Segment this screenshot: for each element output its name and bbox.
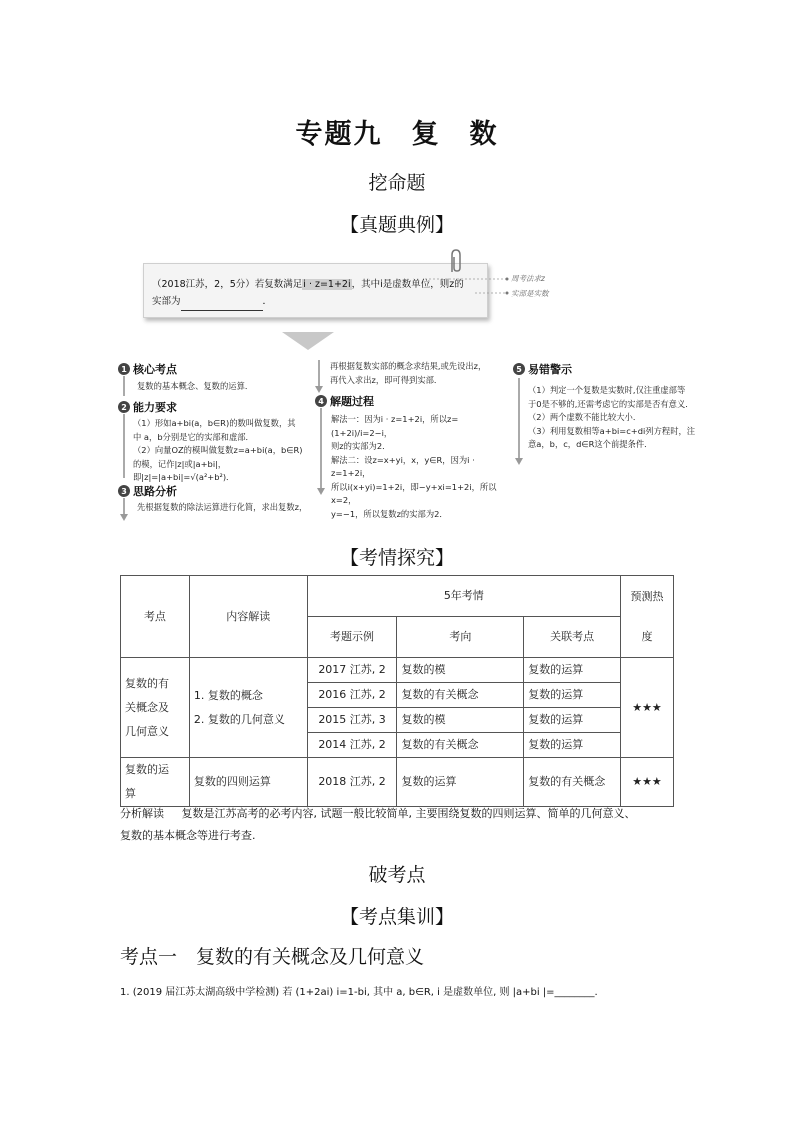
example-highlight: i · z=1+2i bbox=[303, 279, 351, 290]
arrow-down-icon bbox=[315, 386, 323, 393]
section-heading-po: 破考点 bbox=[368, 864, 426, 886]
solution-text: 解法一：因为i · z=1+2i，所以z=(1+2i)/i=2−i， 则z的实部为2． 解法二：设z=x+yi，x，y∈R，因为i · z=1+2i， 所以i(x+yi)=1+2i，即−y+xi=1+2i，所以x=2， y=−1，所以复数z的实部为2． bbox=[331, 414, 497, 519]
section-solution: 4 解题过程 bbox=[315, 393, 374, 409]
cell-xiang: 复数的有关概念 bbox=[397, 733, 524, 758]
annotation-note-2: 实部是实数 bbox=[511, 289, 549, 298]
analysis-paragraph: 分析解读 复数是江苏高考的必考内容, 试题一般比较简单, 主要围绕复数的四则运算、简单的几何意义、 复数的基本概念等进行考查. bbox=[120, 807, 636, 842]
cell-xiang: 复数的模 bbox=[397, 658, 524, 683]
thinking-text-cont: 再根据复数实部的概念求结果,或先设出z， 再代入求出z，即可得到实部． bbox=[330, 361, 487, 385]
header-kaodian: 考点 bbox=[121, 576, 190, 658]
arrow-down-icon bbox=[120, 514, 128, 521]
cell-kaodian-2: 复数的运 算 bbox=[121, 758, 190, 807]
cell-guanlian: 复数的运算 bbox=[524, 733, 621, 758]
cell-example: 2015 江苏, 3 bbox=[307, 708, 397, 733]
number-2-icon: 2 bbox=[118, 401, 130, 413]
core-text: 复数的基本概念、复数的运算． bbox=[137, 381, 254, 391]
exam-table bbox=[120, 575, 674, 807]
warning-text: （1）判定一个复数是实数时,仅注重虚部等 于0是不够的,还需考虑它的实部是否有意义． （2）两个虚数不能比较大小． （3）利用复数相等a+bi=c+di列方程时，注 意a，b，c，d∈R这个前提条件． bbox=[528, 385, 696, 449]
section-heading-wa: 挖命题 bbox=[368, 172, 426, 194]
cell-kaodian-1: 复数的有 关概念及 几何意义 bbox=[121, 658, 190, 758]
number-3-icon: 3 bbox=[118, 485, 130, 497]
header-yuce: 预测热 度 bbox=[621, 576, 674, 658]
ability-text: （1）形如a+bi(a，b∈R)的数叫做复数，其 中 a，b分别是它的实部和虚部． （2）向量OZ的模叫做复数z=a+bi(a，b∈R) 的模，记作|z|或|a+bi|，即|z|=|a+bi|=√(a²+b²)． bbox=[133, 418, 303, 482]
header-guanlian: 关联考点 bbox=[524, 617, 621, 658]
cell-example: 2017 江苏, 2 bbox=[307, 658, 397, 683]
table-row bbox=[121, 758, 674, 807]
annotation-lines bbox=[425, 276, 510, 300]
arrow-down-icon bbox=[515, 458, 523, 465]
header-xiang: 考向 bbox=[397, 617, 524, 658]
subsection-heading-training: 【考点集训】 bbox=[339, 906, 454, 928]
cell-xiang: 复数的模 bbox=[397, 708, 524, 733]
flow-line bbox=[320, 408, 322, 488]
cell-neirong-1: 1. 复数的概念 2. 复数的几何意义 bbox=[189, 658, 307, 758]
cell-neirong-2: 复数的四则运算 bbox=[189, 758, 307, 807]
header-5year: 5年考情 bbox=[307, 576, 620, 617]
section-ability: 2 能力要求 bbox=[118, 399, 177, 415]
number-1-icon: 1 bbox=[118, 363, 130, 375]
cell-stars-2: ★★★ bbox=[621, 758, 674, 807]
header-example: 考题示例 bbox=[307, 617, 397, 658]
header-neirong: 内容解读 bbox=[189, 576, 307, 658]
subsection-heading-exam: 【考情探究】 bbox=[339, 547, 454, 569]
cell-example: 2016 江苏, 2 bbox=[307, 683, 397, 708]
table-row bbox=[121, 658, 674, 683]
flow-line bbox=[123, 498, 125, 514]
thinking-text: 先根据复数的除法运算进行化简，求出复数z， bbox=[137, 502, 308, 512]
answer-blank bbox=[181, 293, 263, 311]
down-triangle-icon bbox=[282, 332, 334, 350]
analysis-label: 分析解读 bbox=[120, 807, 164, 820]
example-source: （2018江苏，2，5分） bbox=[152, 279, 255, 290]
cell-xiang: 复数的有关概念 bbox=[397, 683, 524, 708]
flow-line bbox=[518, 378, 520, 458]
section-core: 1 核心考点 bbox=[118, 361, 177, 377]
flow-line bbox=[123, 414, 125, 478]
page-title: 专题九 复 数 bbox=[295, 119, 499, 150]
number-4-icon: 4 bbox=[315, 395, 327, 407]
section-thinking: 3 思路分析 bbox=[118, 483, 177, 499]
cell-example: 2014 江苏, 2 bbox=[307, 733, 397, 758]
subsection-heading-example: 【真题典例】 bbox=[339, 214, 454, 236]
cell-guanlian: 复数的运算 bbox=[524, 708, 621, 733]
question-1: 1. (2019 届江苏太湖高级中学检测) 若 (1+2ai) i=1-bi, 其中 a, b∈R, i 是虚数单位, 则 |a+bi |=________. bbox=[120, 987, 598, 998]
cell-xiang: 复数的运算 bbox=[397, 758, 524, 807]
example-question: （2018江苏，2，5分）若复数满足i · z=1+2i，其中i是虚数单位，则z的 实部为 ． bbox=[152, 276, 487, 311]
flow-line bbox=[123, 376, 125, 396]
number-5-icon: 5 bbox=[513, 363, 525, 375]
annotation-note-1: 周考法求z bbox=[511, 274, 545, 283]
paperclip-icon bbox=[446, 248, 466, 276]
section-warning: 5 易错警示 bbox=[513, 361, 572, 377]
cell-guanlian: 复数的运算 bbox=[524, 658, 621, 683]
cell-guanlian: 复数的运算 bbox=[524, 683, 621, 708]
arrow-down-icon bbox=[317, 488, 325, 495]
kaodian-title: 考点一 复数的有关概念及几何意义 bbox=[120, 946, 425, 968]
cell-example: 2018 江苏, 2 bbox=[307, 758, 397, 807]
flow-line bbox=[318, 360, 320, 386]
cell-stars-1: ★★★ bbox=[621, 658, 674, 758]
cell-guanlian: 复数的有关概念 bbox=[524, 758, 621, 807]
